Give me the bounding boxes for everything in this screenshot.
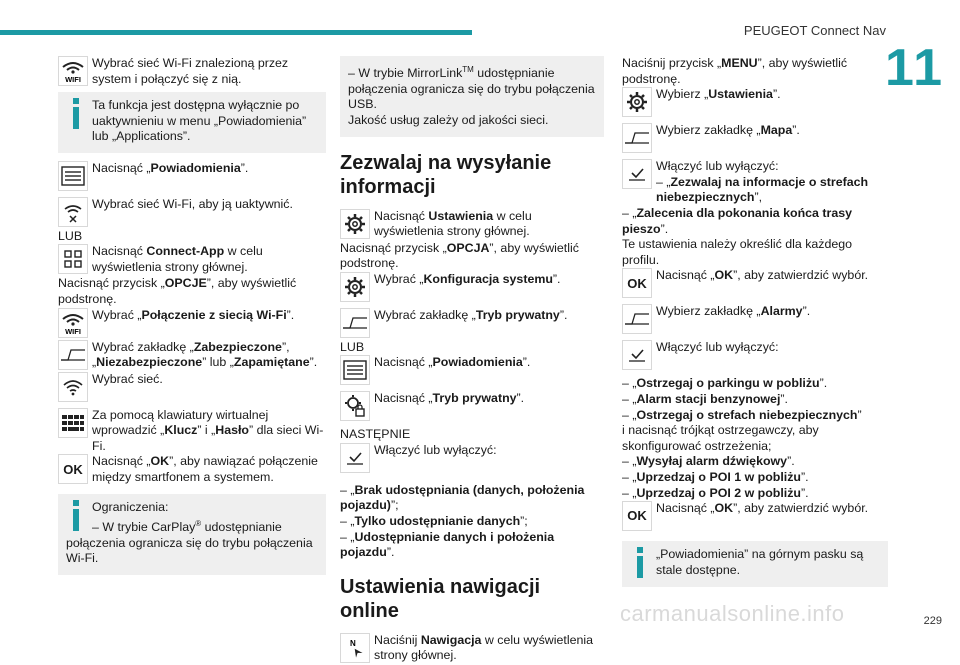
step-notifications: Nacisnąć „Powiadomienia”. bbox=[340, 355, 604, 387]
private-mode-icon bbox=[340, 391, 370, 421]
step-ok: OK Nacisnąć „OK”, aby zatwierdzić wybór. bbox=[622, 268, 888, 300]
section-heading: Zezwalaj na wysyłanie informacji bbox=[340, 151, 552, 198]
header-accent-bar bbox=[0, 30, 472, 35]
step-settings: Wybierz „Ustawienia”. bbox=[622, 87, 888, 119]
step-wifi-select bbox=[58, 56, 326, 88]
info-icon bbox=[70, 500, 82, 530]
notifications-list-icon bbox=[58, 161, 88, 191]
wifi-icon-label: WIFI bbox=[65, 75, 81, 83]
tab-icon bbox=[58, 340, 88, 370]
connect-app-icon bbox=[58, 244, 88, 274]
step-text: Wybrać sieć Wi-Fi znalezioną przez system i połączyć się z nią. bbox=[92, 56, 289, 86]
page-number: 229 bbox=[923, 615, 942, 627]
checkbox-icon bbox=[622, 159, 652, 189]
ok-button-icon: OK bbox=[622, 268, 652, 298]
step-toggle: Włączyć lub wyłączyć: – „Zezwalaj na informacje o strefach niebezpiecznych”, bbox=[622, 159, 888, 206]
notifications-list-icon bbox=[340, 355, 370, 385]
step-settings: Nacisnąć Ustawienia w celu wyświetlenia strony głównej. bbox=[340, 209, 604, 241]
gear-icon bbox=[622, 87, 652, 117]
step-network: Wybrać sieć. bbox=[58, 372, 326, 404]
wifi-icon bbox=[58, 56, 88, 86]
info-icon bbox=[634, 547, 646, 577]
column-3: Naciśnij przycisk „MENU”, aby wyświetlić podstronę. Wybierz „Ustawienia”. Wybierz zakładkę „Mapa”. Włączyć lub wyłączyć: – „Zezwalaj na informacje o strefach niebezpiecznych”, – „Zalecenia dla pokonania końca trasy pieszo”. Te ustawienia należy określić dla każdego profilu. OK Nacisnąć „OK”, aby zatwierdzić wybór. Wybierz zakładkę „Alarmy”. Włączyć lub wyłączyć: – „Ostrzegaj o parkingu w pobliżu”. – „Alarm stacji benzynowej”. – „Ostrzegaj o strefach niebezpiecznych” i nacisnąć trójkąt ostrzegawczy, aby skonfigurować ostrzeżenia; – „Wysyłaj alarm dźwiękowy”. – „Uprzedzaj o POI 1 w pobliżu”. – „Uprzedzaj o POI 2 w pobliżu”. OK Nacisnąć „OK”, aby zatwierdzić wybór. „Powiadomienia” na górnym pasku są stale dostępne. bbox=[622, 56, 888, 587]
step-toggle: Włączyć lub wyłączyć: bbox=[340, 443, 604, 475]
step-map-tab: Wybierz zakładkę „Mapa”. bbox=[622, 123, 888, 155]
step-system-config: Wybrać „Konfiguracja systemu”. bbox=[340, 272, 604, 304]
wifi-settings-icon bbox=[58, 197, 88, 227]
gear-icon bbox=[340, 272, 370, 302]
chapter-number: 11 bbox=[885, 39, 944, 97]
info-note bbox=[58, 92, 326, 153]
step-keyboard: Za pomocą klawiatury wirtualnej wprowadzić „Klucz” i „Hasło” dla sieci Wi-Fi. bbox=[58, 408, 326, 455]
wifi-network-icon bbox=[58, 372, 88, 402]
wifi-icon bbox=[58, 308, 88, 338]
tab-icon bbox=[622, 123, 652, 153]
info-note: „Powiadomienia” na górnym pasku są stale dostępne. bbox=[622, 541, 888, 587]
step-private-tab: Wybrać zakładkę „Tryb prywatny”. bbox=[340, 308, 604, 340]
keyboard-icon bbox=[58, 408, 88, 438]
step-notifications: Nacisnąć „Powiadomienia”. bbox=[58, 161, 326, 193]
tab-icon bbox=[340, 308, 370, 338]
step-private-mode: Nacisnąć „Tryb prywatny”. bbox=[340, 391, 604, 423]
step-ok: OK Nacisnąć „OK”, aby zatwierdzić wybór. bbox=[622, 501, 888, 533]
step-navigation: N Naciśnij Nawigacja w celu wyświetlenia strony głównej. bbox=[340, 633, 604, 665]
ok-button-icon: OK bbox=[58, 454, 88, 484]
header-title: PEUGEOT Connect Nav bbox=[743, 23, 886, 38]
tab-icon bbox=[622, 304, 652, 334]
ok-button-icon: OK bbox=[622, 501, 652, 531]
section-heading: Ustawienia nawigacji online bbox=[340, 575, 541, 622]
checkbox-icon bbox=[622, 340, 652, 370]
step-connect-app: Nacisnąć Connect-App w celu wyświetlenia strony głównej. bbox=[58, 244, 326, 276]
step-ok: OK Nacisnąć „OK”, aby nawiązać połączenie między smartfonem a systemem. bbox=[58, 454, 326, 486]
step-wifi-activate: Wybrać sieć Wi-Fi, aby ją uaktywnić. bbox=[58, 197, 326, 229]
info-icon bbox=[70, 98, 82, 128]
watermark: carmanualsonline.info bbox=[620, 601, 845, 626]
step-tab-select: Wybrać zakładkę „Zabezpieczone”, „Niezabezpieczone” lub „Zapamiętane”. bbox=[58, 340, 326, 372]
or-label: LUB bbox=[58, 228, 83, 243]
step-toggle: Włączyć lub wyłączyć: bbox=[622, 340, 888, 372]
column-2: – W trybie MirrorLink™ udostępnianie połączenia ogranicza się do trybu połączenia USB. Jakość usług zależy od jakości sieci. Zezwalaj na wysyłanie informacji Nacisnąć Ustawienia w celu wyświetlenia strony głównej. Nacisnąć przycisk „OPCJA”, aby wyświetlić podstronę. Wybrać „Konfiguracja systemu”. Wybrać zakładkę „Tryb prywatny”. LUB Nacisnąć „Powiadomienia”. Nacisnąć „Tryb prywatny”. NASTĘPNIE Włączyć lub wyłączyć: – „Brak udostępniania (danych, położenia pojazdu)”; – „Tylko udostępnianie danych”; – „Udostępnianie danych i położenia pojazdu”. Ustawienia nawigacji online N Naciśnij Nawigacja w celu wyświetlenia strony głównej. bbox=[340, 56, 604, 665]
column-1: WIFI Wybrać sieć Wi-Fi znalezioną przez system i połączyć się z nią. Ta funkcja jest dostępna wyłącznie po uaktywnieniu w menu „Powiadomienia” lub „Applications”. Nacisnąć „Powiadomienia”. Wybrać sieć Wi-Fi, aby ją uaktywnić. LUB Nacisnąć Connect-App w celu wyświetlenia strony głównej. Nacisnąć przycisk „OPCJE”, aby wyświetlić podstronę. WIFI Wybrać „Połączenie z siecią Wi-Fi”. Wybrać zakładkę „Zabezpieczone”, „Niezabezpieczone” lub „Zapamiętane”. Wybrać sieć. Za pomocą klawiatury wirtualnej wprowadzić „Klucz” i „Hasło” dla sieci Wi-Fi. OK Nacisnąć „OK”, aby nawiązać połączenie między smartfonem a systemem. Ograniczenia: – W trybie CarPlay® udostępnianie połączenia ogranicza się do trybu połączenia Wi-Fi. bbox=[58, 56, 326, 575]
checkbox-icon bbox=[340, 443, 370, 473]
svg-text:WIFI: WIFI bbox=[65, 326, 81, 335]
or-label: LUB bbox=[340, 339, 365, 354]
navigation-icon bbox=[340, 633, 370, 663]
step-wifi-connection: WIFI Wybrać „Połączenie z siecią Wi-Fi”. bbox=[58, 308, 326, 340]
svg-text:N: N bbox=[350, 638, 356, 648]
info-note: Ograniczenia: – W trybie CarPlay® udostępnianie połączenia ogranicza się do trybu połączenia Wi-Fi. bbox=[58, 494, 326, 575]
gear-icon bbox=[340, 209, 370, 239]
info-note-text: Ta funkcja jest dostępna wyłącznie po uaktywnieniu w menu „Powiadomienia” lub „Applications”. bbox=[92, 98, 307, 144]
step-alarms-tab: Wybierz zakładkę „Alarmy”. bbox=[622, 304, 888, 336]
info-note: – W trybie MirrorLink™ udostępnianie połączenia ogranicza się do trybu połączenia USB. Jakość usług zależy od jakości sieci. bbox=[340, 56, 604, 137]
